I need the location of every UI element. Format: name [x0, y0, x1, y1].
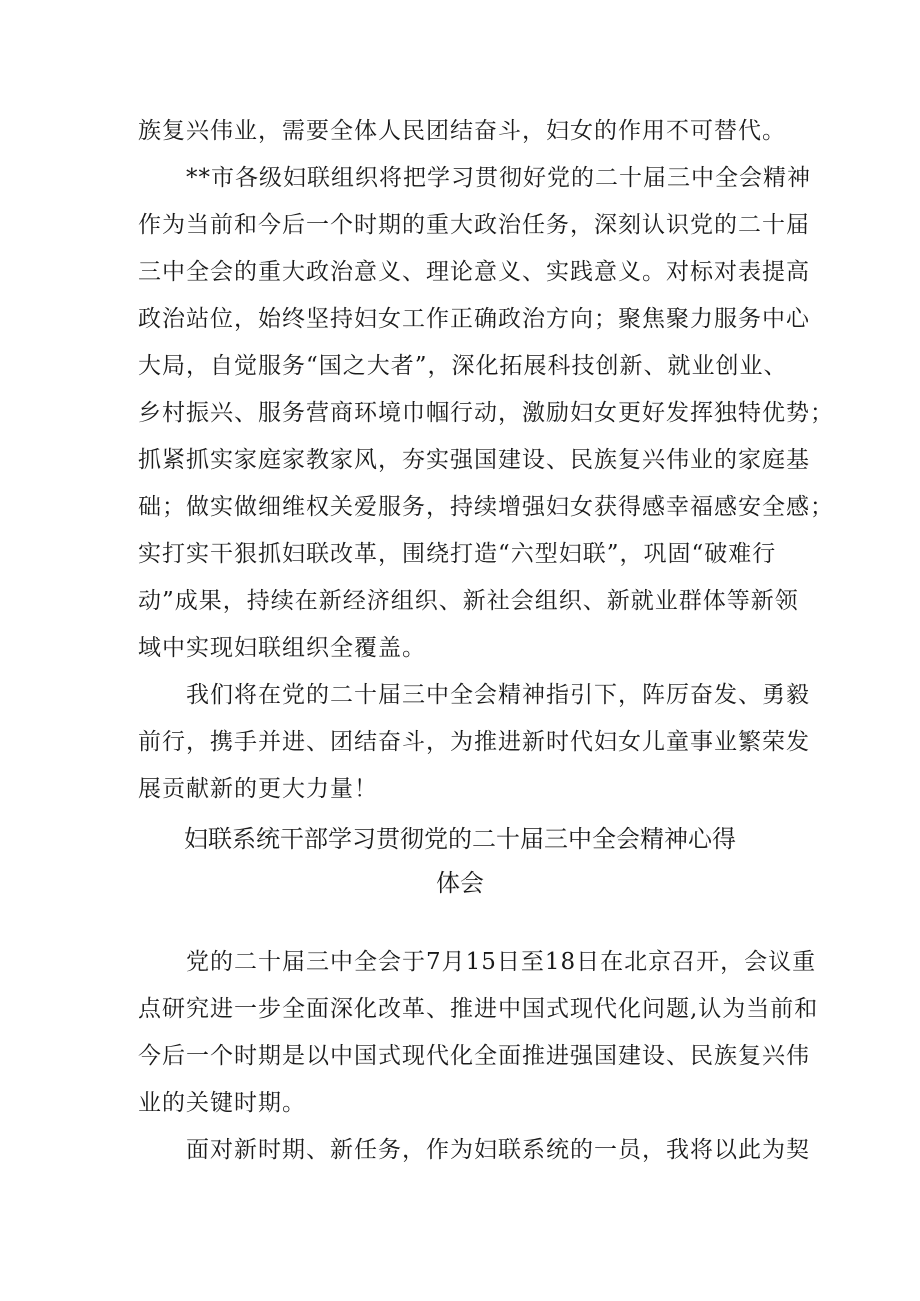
paragraph-line: 大局，自觉服务“国之大者”，深化拓展科技创新、就业创业、: [138, 353, 788, 379]
paragraph-line: 今后一个时期是以中国式现代化全面推进强国建设、民族复兴伟: [138, 1043, 810, 1069]
paragraph-line: 作为当前和今后一个时期的重大政治任务，深刻认识党的二十届: [138, 212, 810, 238]
paragraph-line: 抓紧抓实家庭家教家风，夯实强国建设、民族复兴伟业的家庭基: [138, 447, 810, 473]
paragraph-line: 前行，携手并进、团结奋斗，为推进新时代妇女儿童事业繁荣发: [138, 729, 810, 755]
paragraph-line: 乡村振兴、服务营商环境巾帼行动，激励妇女更好发挥独特优势；: [138, 400, 834, 426]
paragraph-line: 础；做实做细维权关爱服务，持续增强妇女获得感幸福感安全感；: [138, 494, 834, 520]
paragraph-line: 动”成果，持续在新经济组织、新社会组织、新就业群体等新领: [138, 588, 799, 614]
paragraph-line: 族复兴伟业，需要全体人民团结奋斗，妇女的作用不可替代。: [138, 118, 786, 144]
paragraph-line: 展贡献新的更大力量！: [138, 776, 378, 802]
paragraph-line: 域中实现妇联组织全覆盖。: [138, 635, 426, 661]
paragraph-line: 点研究进一步全面深化改革、推进中国式现代化问题,认为当前和: [138, 996, 819, 1022]
paragraph-line: 面对新时期、新任务，作为妇联系统的一员，我将以此为契: [186, 1137, 810, 1163]
paragraph-line: 业的关键时期。: [138, 1090, 306, 1116]
paragraph-line: 三中全会的重大政治意义、理论意义、实践意义。对标对表提高: [138, 259, 810, 285]
paragraph-line: **市各级妇联组织将把学习贯彻好党的二十届三中全会精神: [186, 165, 811, 191]
paragraph-line: 实打实干狠抓妇联改革，围绕打造“六型妇联”，巩固“破难行: [138, 541, 777, 567]
article-title-line-2: 体会: [436, 869, 484, 897]
article-title-line-1: 妇联系统干部学习贯彻党的二十届三中全会精神心得: [184, 825, 736, 853]
paragraph-line: 我们将在党的二十届三中全会精神指引下，阵厉奋发、勇毅: [186, 682, 810, 708]
paragraph-line: 政治站位，始终坚持妇女工作正确政治方向；聚焦聚力服务中心: [138, 306, 810, 332]
paragraph-line: 党的二十届三中全会于7月15日至18日在北京召开，会议重: [186, 949, 817, 975]
